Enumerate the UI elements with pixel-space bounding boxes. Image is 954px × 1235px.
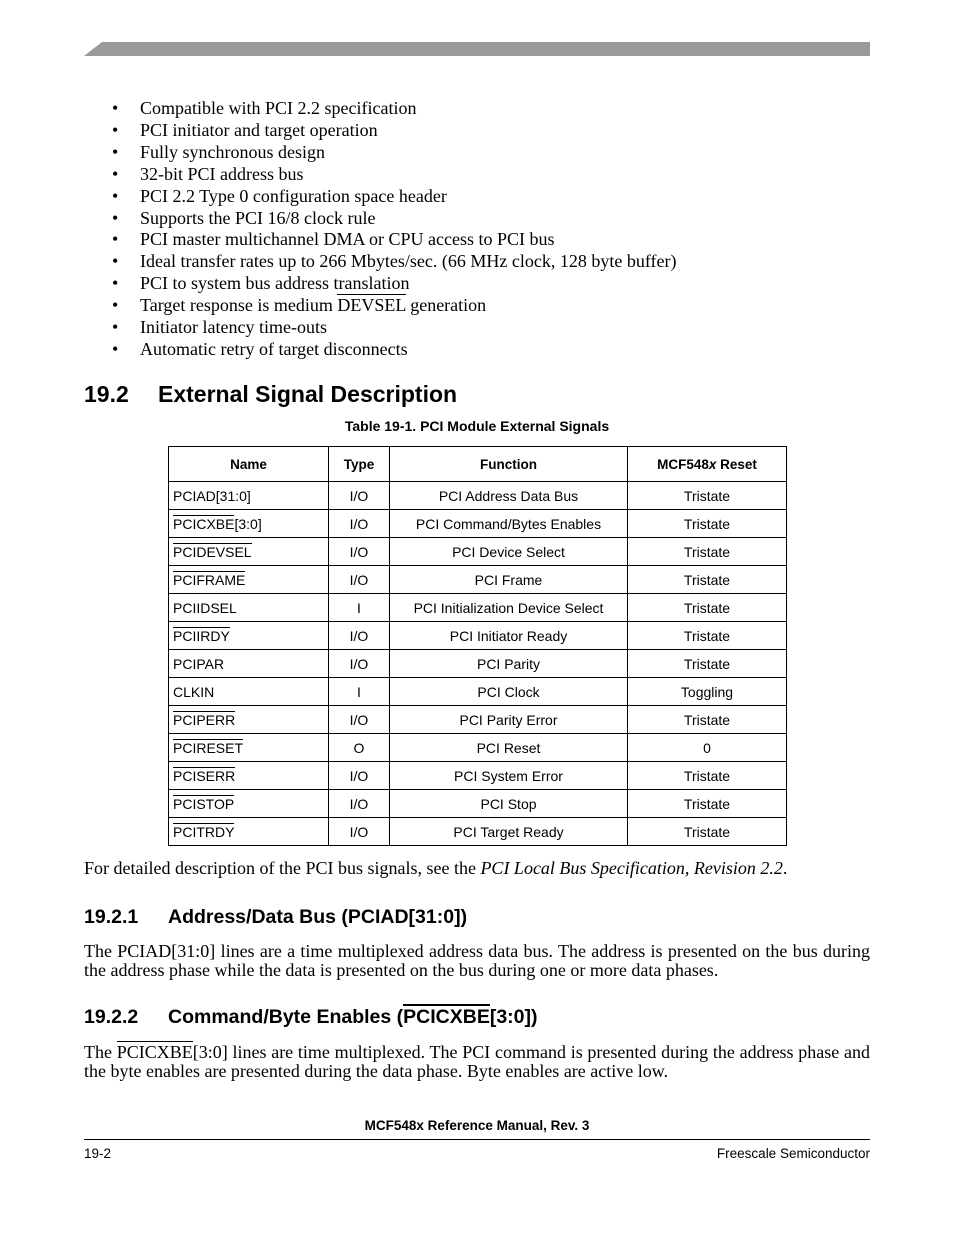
section-number: 19.2 bbox=[84, 381, 129, 407]
active-low-signal: PCIFRAME bbox=[173, 571, 246, 588]
type-cell: I/O bbox=[329, 622, 390, 650]
reset-cell: Toggling bbox=[628, 678, 787, 706]
reset-cell: Tristate bbox=[628, 762, 787, 790]
reset-cell: Tristate bbox=[628, 706, 787, 734]
footer-title: MCF548x Reference Manual, Rev. 3 bbox=[364, 1118, 590, 1133]
signal-name-cell bbox=[169, 818, 329, 846]
function-cell: PCI Frame bbox=[390, 566, 628, 594]
signal-pcicxbe: PCICXBE bbox=[116, 1042, 193, 1062]
function-cell: PCI Stop bbox=[390, 790, 628, 818]
type-cell: I/O bbox=[329, 790, 390, 818]
type-cell: I/O bbox=[329, 538, 390, 566]
signal-name-cell: PCIPAR bbox=[169, 650, 329, 678]
reset-cell: Tristate bbox=[628, 510, 787, 538]
reset-cell: Tristate bbox=[628, 650, 787, 678]
signal-name-cell: PCIAD[31:0] bbox=[169, 482, 329, 510]
function-cell: PCI Clock bbox=[390, 678, 628, 706]
list-item: • PCI 2.2 Type 0 configuration space header bbox=[110, 186, 677, 208]
reset-cell: Tristate bbox=[628, 566, 787, 594]
list-item: • Automatic retry of target disconnects bbox=[110, 339, 677, 361]
signal-devsel: DEVSEL bbox=[337, 295, 406, 316]
signal-name-cell bbox=[169, 762, 329, 790]
type-cell: I/O bbox=[329, 482, 390, 510]
signal-name-cell bbox=[169, 622, 329, 650]
type-cell: I/O bbox=[329, 566, 390, 594]
signal-name-cell: PCIIDSEL bbox=[169, 594, 329, 622]
subsection-title: Address/Data Bus (PCIAD[31:0]) bbox=[168, 906, 468, 928]
active-low-signal: PCIDEVSEL bbox=[173, 543, 252, 560]
section-heading bbox=[84, 381, 457, 408]
subsection-heading-1 bbox=[84, 906, 467, 929]
type-cell: I/O bbox=[329, 650, 390, 678]
table-row bbox=[169, 538, 787, 566]
list-item-text: generation bbox=[405, 295, 487, 316]
type-cell: I/O bbox=[329, 818, 390, 846]
function-cell: PCI Parity Error bbox=[390, 706, 628, 734]
reset-cell: Tristate bbox=[628, 482, 787, 510]
signal-name-cell bbox=[169, 510, 329, 538]
reset-cell: Tristate bbox=[628, 790, 787, 818]
active-low-signal: PCITRDY bbox=[173, 823, 235, 840]
signal-name-cell bbox=[169, 538, 329, 566]
table-row bbox=[169, 734, 787, 762]
function-cell: PCI Command/Bytes Enables bbox=[390, 510, 628, 538]
table-row bbox=[169, 594, 787, 622]
company-name: Freescale Semiconductor bbox=[716, 1146, 870, 1161]
list-item: • PCI to system bus address translation bbox=[110, 273, 677, 295]
list-item bbox=[110, 295, 677, 317]
signal-name-cell bbox=[169, 706, 329, 734]
active-low-signal: PCISTOP bbox=[173, 795, 235, 812]
table-row bbox=[169, 622, 787, 650]
signals-table bbox=[168, 446, 787, 846]
list-item-text: Target response is medium bbox=[140, 295, 338, 316]
reset-cell: Tristate bbox=[628, 818, 787, 846]
active-low-signal: PCICXBE bbox=[173, 515, 235, 532]
footer-divider bbox=[84, 1139, 870, 1140]
reset-cell: Tristate bbox=[628, 622, 787, 650]
function-cell: PCI Reset bbox=[390, 734, 628, 762]
type-cell: O bbox=[329, 734, 390, 762]
table-row bbox=[169, 762, 787, 790]
column-header-function: Function bbox=[390, 447, 628, 482]
subsection-title-start: Command/Byte Enables ( bbox=[168, 1006, 404, 1028]
subsection-number: 19.2.2 bbox=[84, 1006, 139, 1028]
column-header-reset: MCF548x Reset bbox=[628, 447, 787, 482]
function-cell: PCI Device Select bbox=[390, 538, 628, 566]
type-cell: I/O bbox=[329, 706, 390, 734]
list-item: • 32-bit PCI address bus bbox=[110, 164, 677, 186]
signal-name-cell: CLKIN bbox=[169, 678, 329, 706]
table-row bbox=[169, 706, 787, 734]
spec-title: PCI Local Bus Specification, Revision 2.2 bbox=[480, 858, 783, 878]
list-item: • PCI initiator and target operation bbox=[110, 120, 677, 142]
table-row bbox=[169, 566, 787, 594]
type-cell: I bbox=[329, 678, 390, 706]
list-item: • Compatible with PCI 2.2 specification bbox=[110, 98, 677, 120]
table-row bbox=[169, 790, 787, 818]
table-row bbox=[169, 482, 787, 510]
subsection-number: 19.2.1 bbox=[84, 906, 139, 928]
active-low-signal: PCIIRDY bbox=[173, 627, 230, 644]
table-row bbox=[169, 510, 787, 538]
list-item: • Initiator latency time-outs bbox=[110, 317, 677, 339]
function-cell: PCI Initialization Device Select bbox=[390, 594, 628, 622]
active-low-signal: PCISERR bbox=[173, 767, 236, 784]
table-row bbox=[169, 678, 787, 706]
column-header-name: Name bbox=[169, 447, 329, 482]
signal-name-cell bbox=[169, 566, 329, 594]
list-item: • Supports the PCI 16/8 clock rule bbox=[110, 208, 677, 230]
reset-cell: 0 bbox=[628, 734, 787, 762]
page-number: 19-2 bbox=[84, 1146, 112, 1161]
list-item: • Fully synchronous design bbox=[110, 142, 677, 164]
header-banner bbox=[84, 42, 870, 56]
function-cell: PCI Address Data Bus bbox=[390, 482, 628, 510]
column-header-type: Type bbox=[329, 447, 390, 482]
type-cell: I/O bbox=[329, 762, 390, 790]
function-cell: PCI Parity bbox=[390, 650, 628, 678]
signal-suffix: [3:0] bbox=[234, 515, 262, 532]
signal-pcicxbe-heading: PCICXBE bbox=[403, 1006, 490, 1028]
type-cell: I/O bbox=[329, 510, 390, 538]
subsection-heading-2 bbox=[84, 1006, 538, 1029]
reference-paragraph: For detailed description of the PCI bus signals, see the PCI Local Bus Specification, Revision 2.2. bbox=[84, 858, 788, 878]
subsection-title-end: [3:0]) bbox=[489, 1006, 538, 1028]
subsection-2-paragraph: The PCICXBE[3:0] lines are time multiplexed. The PCI command is presented during the address phase and the byte enables are presented during the data phase. Byte enables are active low. bbox=[84, 1042, 871, 1081]
function-cell: PCI System Error bbox=[390, 762, 628, 790]
type-cell: I bbox=[329, 594, 390, 622]
subsection-1-paragraph: The PCIAD[31:0] lines are a time multiplexed address data bus. The address is presented on the bus during the address phase while the data is presented on the bus during one or more data phases. bbox=[84, 941, 870, 980]
active-low-signal: PCIPERR bbox=[173, 711, 236, 728]
reset-cell: Tristate bbox=[628, 538, 787, 566]
feature-list bbox=[110, 98, 677, 361]
signal-name-cell bbox=[169, 734, 329, 762]
table-caption: Table 19-1. PCI Module External Signals bbox=[344, 418, 610, 434]
table-row bbox=[169, 818, 787, 846]
table-header-row bbox=[169, 447, 787, 482]
signal-name-cell bbox=[169, 790, 329, 818]
list-item: • PCI master multichannel DMA or CPU access to PCI bus bbox=[110, 229, 677, 251]
section-title: External Signal Description bbox=[158, 381, 458, 407]
table-row bbox=[169, 650, 787, 678]
function-cell: PCI Initiator Ready bbox=[390, 622, 628, 650]
list-item: • Ideal transfer rates up to 266 Mbytes/sec. (66 MHz clock, 128 byte buffer) bbox=[110, 251, 677, 273]
active-low-signal: PCIRESET bbox=[173, 739, 244, 756]
reset-cell: Tristate bbox=[628, 594, 787, 622]
function-cell: PCI Target Ready bbox=[390, 818, 628, 846]
